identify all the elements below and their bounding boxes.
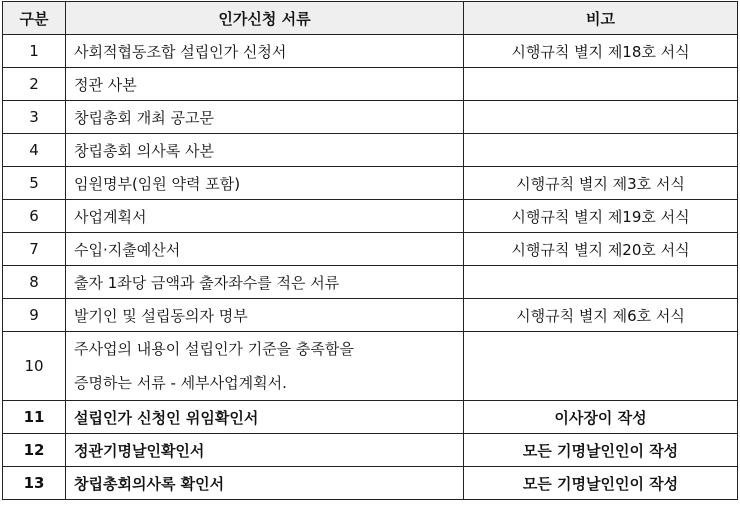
remark [464,101,738,134]
remark: 시행규칙 별지 제18호 서식 [464,35,738,68]
application-documents-table [2,1,738,500]
remark [464,332,738,401]
table-row [3,467,738,500]
remark: 시행규칙 별지 제19호 서식 [464,200,738,233]
remark: 시행규칙 별지 제20호 서식 [464,233,738,266]
header-documents: 인가신청 서류 [66,2,464,35]
header-category: 구분 [3,2,66,35]
row-number: 6 [3,200,66,233]
table-row [3,101,738,134]
table-row [3,401,738,434]
remark [464,68,738,101]
table-row [3,299,738,332]
remark: 시행규칙 별지 제3호 서식 [464,167,738,200]
header-remarks: 비고 [464,2,738,35]
table-row [3,434,738,467]
table-row [3,332,738,401]
remark: 모든 기명날인인이 작성 [464,467,738,500]
document-name: 수입·지출예산서 [66,233,464,266]
table-row [3,266,738,299]
row-number: 9 [3,299,66,332]
header-row [3,2,738,35]
row-number: 3 [3,101,66,134]
row-number: 5 [3,167,66,200]
document-name: 창립총회 개최 공고문 [66,101,464,134]
document-name-line: 증명하는 서류 - 세부사업계획서. [74,374,287,392]
document-name: 정관기명날인확인서 [66,434,464,467]
row-number: 12 [3,434,66,467]
remark: 모든 기명날인인이 작성 [464,434,738,467]
row-number: 10 [3,332,66,401]
row-number: 11 [3,401,66,434]
remark [464,134,738,167]
row-number: 8 [3,266,66,299]
remark [464,266,738,299]
remark: 시행규칙 별지 제6호 서식 [464,299,738,332]
document-name: 사회적협동조합 설립인가 신청서 [66,35,464,68]
remark: 이사장이 작성 [464,401,738,434]
document-name: 발기인 및 설립동의자 명부 [66,299,464,332]
table-header [3,2,738,35]
table-row [3,233,738,266]
table-body [3,35,738,500]
document-name: 창립총회 의사록 사본 [66,134,464,167]
document-name: 정관 사본 [66,68,464,101]
document-name: 창립총회의사록 확인서 [66,467,464,500]
table-row [3,167,738,200]
document-name: 사업계획서 [66,200,464,233]
row-number: 13 [3,467,66,500]
document-name: 설립인가 신청인 위임확인서 [66,401,464,434]
table-row [3,134,738,167]
document-name: 출자 1좌당 금액과 출자좌수를 적은 서류 [66,266,464,299]
table-row [3,68,738,101]
document-name: 임원명부(임원 약력 포함) [66,167,464,200]
row-number: 4 [3,134,66,167]
row-number: 7 [3,233,66,266]
table-row [3,200,738,233]
row-number: 1 [3,35,66,68]
row-number: 2 [3,68,66,101]
document-name-line: 주사업의 내용이 설립인가 기준을 충족함을 [74,340,354,358]
table-row [3,35,738,68]
document-name [66,332,464,401]
